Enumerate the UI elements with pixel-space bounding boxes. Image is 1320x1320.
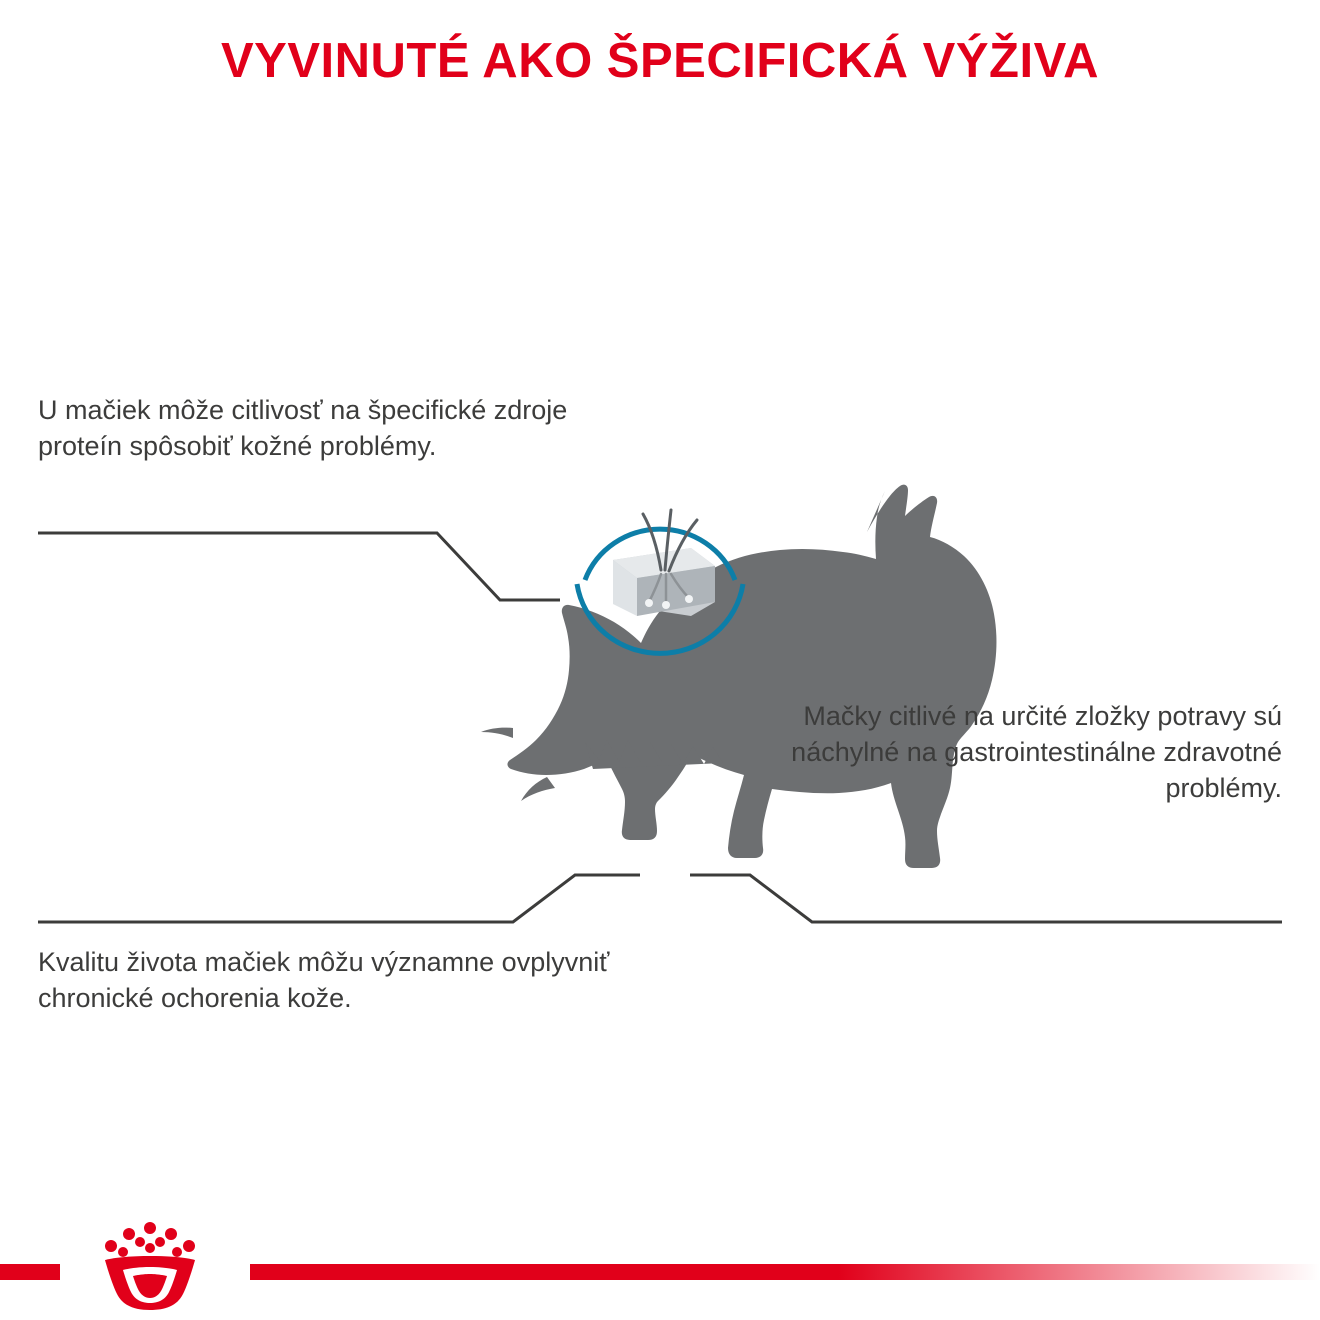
footer-bar-right (250, 1264, 1320, 1280)
footer-bar-left (0, 1264, 60, 1280)
footer-brand-bar (0, 1210, 1320, 1320)
callout-skin-sensitivity: U mačiek môže citlivosť na špecifické zdroje proteín spôsobiť kožné problémy. (38, 395, 568, 462)
skin-cross-section-icon (565, 470, 755, 665)
royal-canin-crown-logo (85, 1220, 215, 1312)
callout-gastrointestinal: Mačky citlivé na určité zložky potravy sú náchylné na gastrointestinálne zdravotné problémy. (791, 701, 1282, 804)
page-title: VYVINUTÉ AKO ŠPECIFICKÁ VÝŽIVA (220, 34, 1100, 88)
callout-quality-of-life: Kvalitu života mačiek môžu významne ovplyvniť chronické ochorenia kože. (38, 947, 610, 1014)
